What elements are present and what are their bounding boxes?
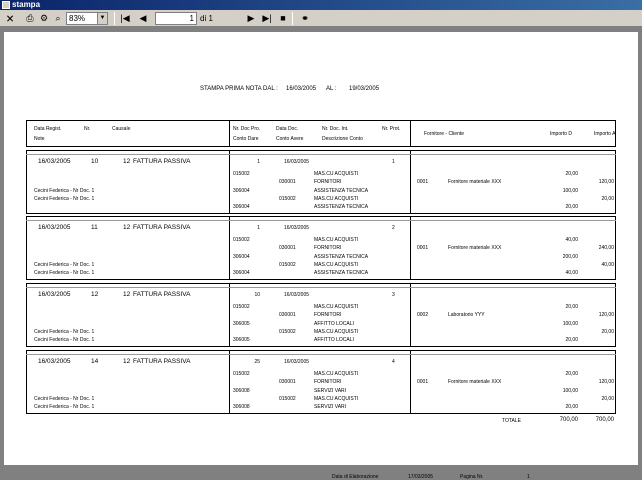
line-conto-dare: 306004 xyxy=(233,187,250,194)
stop-icon[interactable]: ■ xyxy=(280,13,286,23)
entry-nr-doc: 1 xyxy=(257,159,260,165)
line-descrizione: MAS.CU ACQUISTI xyxy=(314,328,359,335)
next-page-icon[interactable]: ▶ xyxy=(247,13,255,23)
line-importo-d: 20,00 xyxy=(565,171,578,177)
close-preview-icon[interactable]: 🗙 xyxy=(6,13,14,23)
line-conto-dare: 306005 xyxy=(233,337,250,344)
line-importo-d: 200,00 xyxy=(562,253,578,260)
line-fornitore-code: 0001 xyxy=(417,179,429,186)
entry-bottom-border xyxy=(26,346,616,347)
line-conto-avere: 015002 xyxy=(279,395,296,402)
entry-divider xyxy=(410,350,411,413)
app-icon xyxy=(2,1,10,9)
col-conto-dare: Conto Dare xyxy=(233,136,259,142)
data-elaborazione: 17/03/2005 xyxy=(408,474,434,480)
pagina-label: Pagina Nr. xyxy=(460,474,484,480)
last-page-icon[interactable]: ▶| xyxy=(262,13,272,23)
entry-causale: FATTURA PASSIVA xyxy=(133,291,191,298)
line-note: Cecini Federica - Nr Doc. 1 xyxy=(34,395,95,402)
entry-data-doc: 16/03/2005 xyxy=(284,159,310,165)
entry-right-border xyxy=(615,283,616,346)
totale-label: TOTALE xyxy=(502,418,521,424)
line-descrizione: MAS.CU ACQUISTI xyxy=(314,237,359,243)
col-nr-doc-pro: Nr. Doc Pro. xyxy=(233,126,261,132)
col-descrizione-conto: Descrizione Conto xyxy=(322,136,363,142)
line-descrizione: FORNITORI xyxy=(314,379,342,386)
line-fornitore: Fornitore materiale XXX xyxy=(448,179,502,186)
page-number-input[interactable] xyxy=(155,12,197,25)
line-fornitore: Fornitore materiale XXX xyxy=(448,245,502,252)
zoom-icon[interactable]: ⌕ xyxy=(55,13,61,23)
line-importo-d: 100,00 xyxy=(562,387,578,394)
entry-divider xyxy=(229,150,230,213)
entry-left-border xyxy=(26,283,27,346)
line-descrizione: MAS.CU ACQUISTI xyxy=(314,195,359,202)
line-fornitore-code: 0002 xyxy=(417,312,429,319)
col-causale: Causale xyxy=(112,126,131,132)
line-descrizione: AFFITTO LOCALI xyxy=(314,337,354,344)
find-binoculars-icon[interactable]: ⚭ xyxy=(301,13,309,23)
line-descrizione: SERVIZI VARI xyxy=(314,404,347,411)
entry-left-border xyxy=(26,350,27,413)
entry-prot: 1 xyxy=(392,159,395,165)
entry-separator xyxy=(26,287,616,288)
col-data-regist: Data Regist. xyxy=(34,126,62,132)
preview-viewport[interactable] xyxy=(0,27,642,480)
line-note: Cecini Federica - Nr Doc. 1 xyxy=(34,195,95,202)
entry-nr-doc: 1 xyxy=(257,225,260,231)
line-importo-d: 20,00 xyxy=(565,371,578,377)
entry-top-border xyxy=(26,283,616,284)
line-conto-dare: 306004 xyxy=(233,270,250,277)
entry-prot: 3 xyxy=(392,292,395,298)
al-label: AL : xyxy=(326,86,337,92)
line-descrizione: MAS.CU ACQUISTI xyxy=(314,304,359,310)
line-importo-a: 120,00 xyxy=(598,379,614,386)
toolbar-separator xyxy=(292,12,293,25)
header-divider xyxy=(229,120,230,147)
line-conto-dare: 306008 xyxy=(233,404,250,411)
col-importo-a: Importo A xyxy=(594,131,616,137)
entry-causale-code: 12 xyxy=(123,224,131,231)
line-note: Cecini Federica - Nr Doc. 1 xyxy=(34,270,95,277)
entry-bottom-border xyxy=(26,213,616,214)
line-conto-avere: 030001 xyxy=(279,379,296,386)
entry-causale: FATTURA PASSIVA xyxy=(133,158,191,165)
line-note: Cecini Federica - Nr Doc. 1 xyxy=(34,187,95,194)
entry-data-doc: 16/03/2005 xyxy=(284,225,310,231)
header-top-border xyxy=(26,120,616,121)
totale-a: 700,00 xyxy=(595,417,614,423)
entry-divider xyxy=(410,216,411,279)
line-note: Cecini Federica - Nr Doc. 1 xyxy=(34,261,95,268)
page-count-label: di 1 xyxy=(200,14,213,23)
line-conto-dare: 015002 xyxy=(233,237,250,243)
entry-nr-doc: 10 xyxy=(254,292,260,298)
print-setup-icon[interactable]: ⚙ xyxy=(39,13,49,23)
line-importo-d: 20,00 xyxy=(565,337,578,344)
report-page xyxy=(4,32,638,480)
entry-causale: FATTURA PASSIVA xyxy=(133,224,191,231)
col-nr: Nr. xyxy=(84,126,91,132)
entry-causale: FATTURA PASSIVA xyxy=(133,358,191,365)
line-importo-d: 20,00 xyxy=(565,404,578,411)
col-data-doc: Data Doc. xyxy=(276,126,299,132)
preview-toolbar xyxy=(0,10,642,27)
line-conto-dare: 015002 xyxy=(233,171,250,177)
line-fornitore-code: 0001 xyxy=(417,245,429,252)
first-page-icon[interactable]: |◀ xyxy=(120,13,130,23)
entry-divider xyxy=(410,150,411,213)
entry-nr: 10 xyxy=(91,158,99,165)
entry-data-doc: 16/03/2005 xyxy=(284,292,310,298)
line-descrizione: SERVIZI VARI xyxy=(314,387,347,394)
entry-date: 16/03/2005 xyxy=(38,291,71,298)
line-conto-avere: 015002 xyxy=(279,328,296,335)
entry-date: 16/03/2005 xyxy=(38,158,71,165)
line-descrizione: MAS.CU ACQUISTI xyxy=(314,261,359,268)
header-divider xyxy=(410,120,411,147)
entry-separator xyxy=(26,154,616,155)
entry-date: 16/03/2005 xyxy=(38,224,71,231)
entry-divider xyxy=(229,216,230,279)
print-icon[interactable]: ⎙ xyxy=(26,13,34,23)
entry-causale-code: 12 xyxy=(123,291,131,298)
prev-page-icon[interactable]: ◀ xyxy=(139,13,147,23)
line-conto-dare: 306004 xyxy=(233,204,250,211)
entry-nr-doc: 25 xyxy=(254,359,260,365)
entry-nr: 12 xyxy=(91,291,99,298)
line-conto-dare: 306004 xyxy=(233,253,250,260)
window-titlebar xyxy=(0,0,642,10)
entry-divider xyxy=(229,350,230,413)
line-conto-avere: 015002 xyxy=(279,261,296,268)
header-bottom-border xyxy=(26,146,616,147)
line-descrizione: MAS.CU ACQUISTI xyxy=(314,395,359,402)
line-importo-a: 120,00 xyxy=(598,179,614,186)
entry-divider xyxy=(410,283,411,346)
col-importo-d: Importo D xyxy=(550,131,572,137)
entry-prot: 4 xyxy=(392,359,395,365)
zoom-select[interactable] xyxy=(66,12,108,25)
col-fornitore-cliente: Fornitore - Cliente xyxy=(424,131,465,137)
entry-nr: 11 xyxy=(91,224,98,231)
zoom-value: 83% xyxy=(69,14,86,23)
line-conto-dare: 015002 xyxy=(233,304,250,310)
entry-right-border xyxy=(615,350,616,413)
date-from: 16/03/2005 xyxy=(286,86,317,92)
entry-divider xyxy=(229,283,230,346)
entry-right-border xyxy=(615,216,616,279)
entry-data-doc: 16/03/2005 xyxy=(284,359,310,365)
line-importo-d: 100,00 xyxy=(562,320,578,327)
chevron-down-icon[interactable]: ▼ xyxy=(97,13,107,24)
data-elaborazione-label: Data di Elaborazione xyxy=(332,474,379,480)
window-title: stampa xyxy=(12,0,41,9)
entry-right-border xyxy=(615,150,616,213)
line-conto-avere: 030001 xyxy=(279,179,296,186)
entry-causale-code: 12 xyxy=(123,358,131,365)
line-importo-a: 240,00 xyxy=(598,245,614,252)
line-descrizione: ASSISTENZA TECNICA xyxy=(314,253,369,260)
line-note: Cecini Federica - Nr Doc. 1 xyxy=(34,404,95,411)
line-importo-a: 20,00 xyxy=(601,195,614,202)
header-left-border xyxy=(26,120,27,147)
col-conto-avere: Conto Avere xyxy=(276,136,304,142)
line-conto-avere: 030001 xyxy=(279,312,296,319)
line-conto-avere: 030001 xyxy=(279,245,296,252)
line-note: Cecini Federica - Nr Doc. 1 xyxy=(34,328,95,335)
entry-top-border xyxy=(26,216,616,217)
line-importo-d: 40,00 xyxy=(565,270,578,277)
line-descrizione: FORNITORI xyxy=(314,245,342,252)
toolbar-separator xyxy=(114,12,115,25)
line-importo-a: 40,00 xyxy=(601,261,614,268)
line-note: Cecini Federica - Nr Doc. 1 xyxy=(34,337,95,344)
line-descrizione: FORNITORI xyxy=(314,312,342,319)
line-descrizione: ASSISTENZA TECNICA xyxy=(314,187,369,194)
entry-bottom-border xyxy=(26,413,616,414)
line-conto-dare: 015002 xyxy=(233,371,250,377)
line-descrizione: MAS.CU ACQUISTI xyxy=(314,371,359,377)
line-importo-a: 120,00 xyxy=(598,312,614,319)
line-descrizione: MAS.CU ACQUISTI xyxy=(314,171,359,177)
date-to: 19/03/2005 xyxy=(349,86,380,92)
line-importo-d: 20,00 xyxy=(565,304,578,310)
line-descrizione: ASSISTENZA TECNICA xyxy=(314,204,369,211)
entry-bottom-border xyxy=(26,279,616,280)
col-note: Note xyxy=(34,136,45,142)
report-period-label: STAMPA PRIMA NOTA DAL : xyxy=(200,86,278,92)
entry-left-border xyxy=(26,150,27,213)
line-importo-d: 20,00 xyxy=(565,204,578,211)
line-conto-avere: 015002 xyxy=(279,195,296,202)
entry-nr: 14 xyxy=(91,358,99,365)
line-fornitore: Fornitore materiale XXX xyxy=(448,379,502,386)
entry-left-border xyxy=(26,216,27,279)
line-conto-dare: 306005 xyxy=(233,320,250,327)
entry-separator xyxy=(26,220,616,221)
entry-top-border xyxy=(26,350,616,351)
entry-causale-code: 12 xyxy=(123,158,131,165)
line-fornitore: Laboratorio YYY xyxy=(448,312,485,319)
line-descrizione: ASSISTENZA TECNICA xyxy=(314,270,369,277)
line-descrizione: AFFITTO LOCALI xyxy=(314,320,354,327)
line-fornitore-code: 0001 xyxy=(417,379,429,386)
col-nr-doc-int: Nr. Doc. Int. xyxy=(322,126,349,132)
col-nr-prot: Nr. Prot. xyxy=(382,126,401,132)
entry-date: 16/03/2005 xyxy=(38,358,71,365)
entry-prot: 2 xyxy=(392,225,395,231)
line-conto-dare: 306008 xyxy=(233,387,250,394)
entry-separator xyxy=(26,354,616,355)
line-importo-d: 100,00 xyxy=(562,187,578,194)
page-number-value: 1 xyxy=(189,14,194,23)
entry-top-border xyxy=(26,150,616,151)
totale-d: 700,00 xyxy=(559,417,578,423)
line-importo-d: 40,00 xyxy=(565,237,578,243)
line-importo-a: 20,00 xyxy=(601,395,614,402)
line-importo-a: 20,00 xyxy=(601,328,614,335)
line-descrizione: FORNITORI xyxy=(314,179,342,186)
pagina-number: 1 xyxy=(527,474,530,480)
